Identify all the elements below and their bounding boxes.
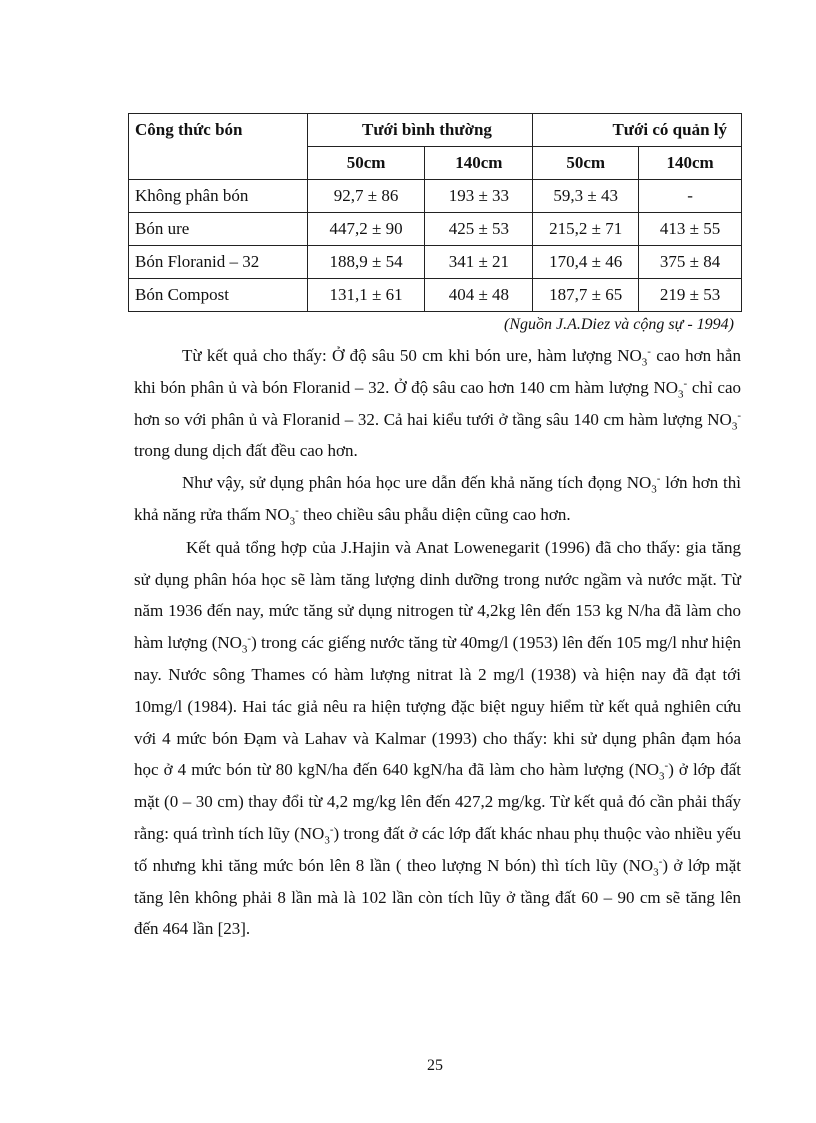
row-label: Không phân bón <box>129 180 308 213</box>
table-row <box>129 180 742 213</box>
row-label: Bón Compost <box>129 279 308 312</box>
table-source-caption: (Nguồn J.A.Diez và cộng sự - 1994) <box>503 316 734 333</box>
table-cell: 59,3 ± 43 <box>533 180 639 213</box>
table-cell: - <box>639 180 742 213</box>
header-formula: Công thức bón <box>129 114 308 180</box>
table-cell: 188,9 ± 54 <box>307 246 425 279</box>
table-cell: 170,4 ± 46 <box>533 246 639 279</box>
table-row <box>129 279 742 312</box>
paragraph-2: Như vậy, sử dụng phân hóa học ure dẫn đến khả năng tích đọng $NO_3^-$ lớn hơn thì khả năng rửa thấm $NO_3^-$ theo chiều sâu phẫu diện cũng cao hơn. <box>134 472 741 528</box>
subheader-depth: 140cm <box>425 147 533 180</box>
table-cell: 413 ± 55 <box>639 213 742 246</box>
paragraph-3: Kết quả tổng hợp của J.Hajin và Anat Lowenegarit (1996) đã cho thấy: gia tăng sử dụng phân hóa học sẽ làm tăng lượng dinh dưỡng trong nước ngầm và nước mặt. Từ năm 1936 đến nay, mức tăng sử dụng nitrogen từ 4,2kg lên đến 153 kg N/ha đã làm cho hàm lượng $(NO_3^-)$ trong các giếng nước tăng từ 40mg/l (1953) lên đến 105 mg/l như hiện nay. Nước sông Thames có hàm lượng nitrat là 2 mg/l (1938) và hiện nay đã đạt tới 10mg/l (1984). Hai tác giả nêu ra hiện tượng đặc biệt nguy hiểm từ kết quả nghiên cứu với 4 mức bón Đạm và Lahav và Kalmar (1993) cho thấy: khi sử dụng phân đạm hóa học ở 4 mức bón từ 80 kgN/ha đến 640 kgN/ha đã làm cho hàm lượng $(NO_3^-)$ ở lớp đất mặt (0 – 30 cm) thay đổi từ 4,2 mg/kg lên đến 427,2 mg/kg. Từ kết quả đó cần phải thấy rằng: quá trình tích lũy $(NO_3^-)$ trong đất ở các lớp đất khác nhau phụ thuộc vào nhiều yếu tố nhưng khi tăng mức bón lên 8 lần ( theo lượng N bón) thì tích lũy $(NO_3^-)$ ở lớp mặt tăng lên không phải 8 lần mà là 102 lần còn tích lũy ở tầng đất 60 – 90 cm sẽ tăng lên đến 464 lần [23]. <box>134 537 742 939</box>
table-cell: 193 ± 33 <box>425 180 533 213</box>
body-text <box>134 340 741 945</box>
table-row <box>129 246 742 279</box>
table-cell: 131,1 ± 61 <box>307 279 425 312</box>
paragraph-1: Từ kết quả cho thấy: Ở độ sâu 50 cm khi bón ure, hàm lượng $NO_3^-$ cao hơn hẳn khi bón phân ủ và bón Floranid – 32. Ở độ sâu cao hơn 140 cm hàm lượng $NO_3^-$ chỉ cao hơn so với phân ủ và Floranid – 32. Cả hai kiểu tưới ở tầng sâu 140 cm hàm lượng $NO_3^-$ trong dung dịch đất đều cao hơn. <box>134 345 742 461</box>
table-cell: 219 ± 53 <box>639 279 742 312</box>
table-cell: 92,7 ± 86 <box>307 180 425 213</box>
table-cell: 215,2 ± 71 <box>533 213 639 246</box>
row-label: Bón ure <box>129 213 308 246</box>
row-label: Bón Floranid – 32 <box>129 246 308 279</box>
table-row <box>129 213 742 246</box>
table-cell: 425 ± 53 <box>425 213 533 246</box>
table-cell: 341 ± 21 <box>425 246 533 279</box>
data-table <box>128 113 742 312</box>
table-cell: 447,2 ± 90 <box>307 213 425 246</box>
subheader-depth: 140cm <box>639 147 742 180</box>
page-number: 25 <box>427 1057 443 1074</box>
table-header-row <box>129 114 742 147</box>
subheader-depth: 50cm <box>533 147 639 180</box>
table-cell: 375 ± 84 <box>639 246 742 279</box>
header-managed-irrigation: Tưới có quản lý <box>533 114 742 147</box>
table-cell: 404 ± 48 <box>425 279 533 312</box>
header-normal-irrigation: Tưới bình thường <box>307 114 533 147</box>
subheader-depth: 50cm <box>307 147 425 180</box>
table-cell: 187,7 ± 65 <box>533 279 639 312</box>
